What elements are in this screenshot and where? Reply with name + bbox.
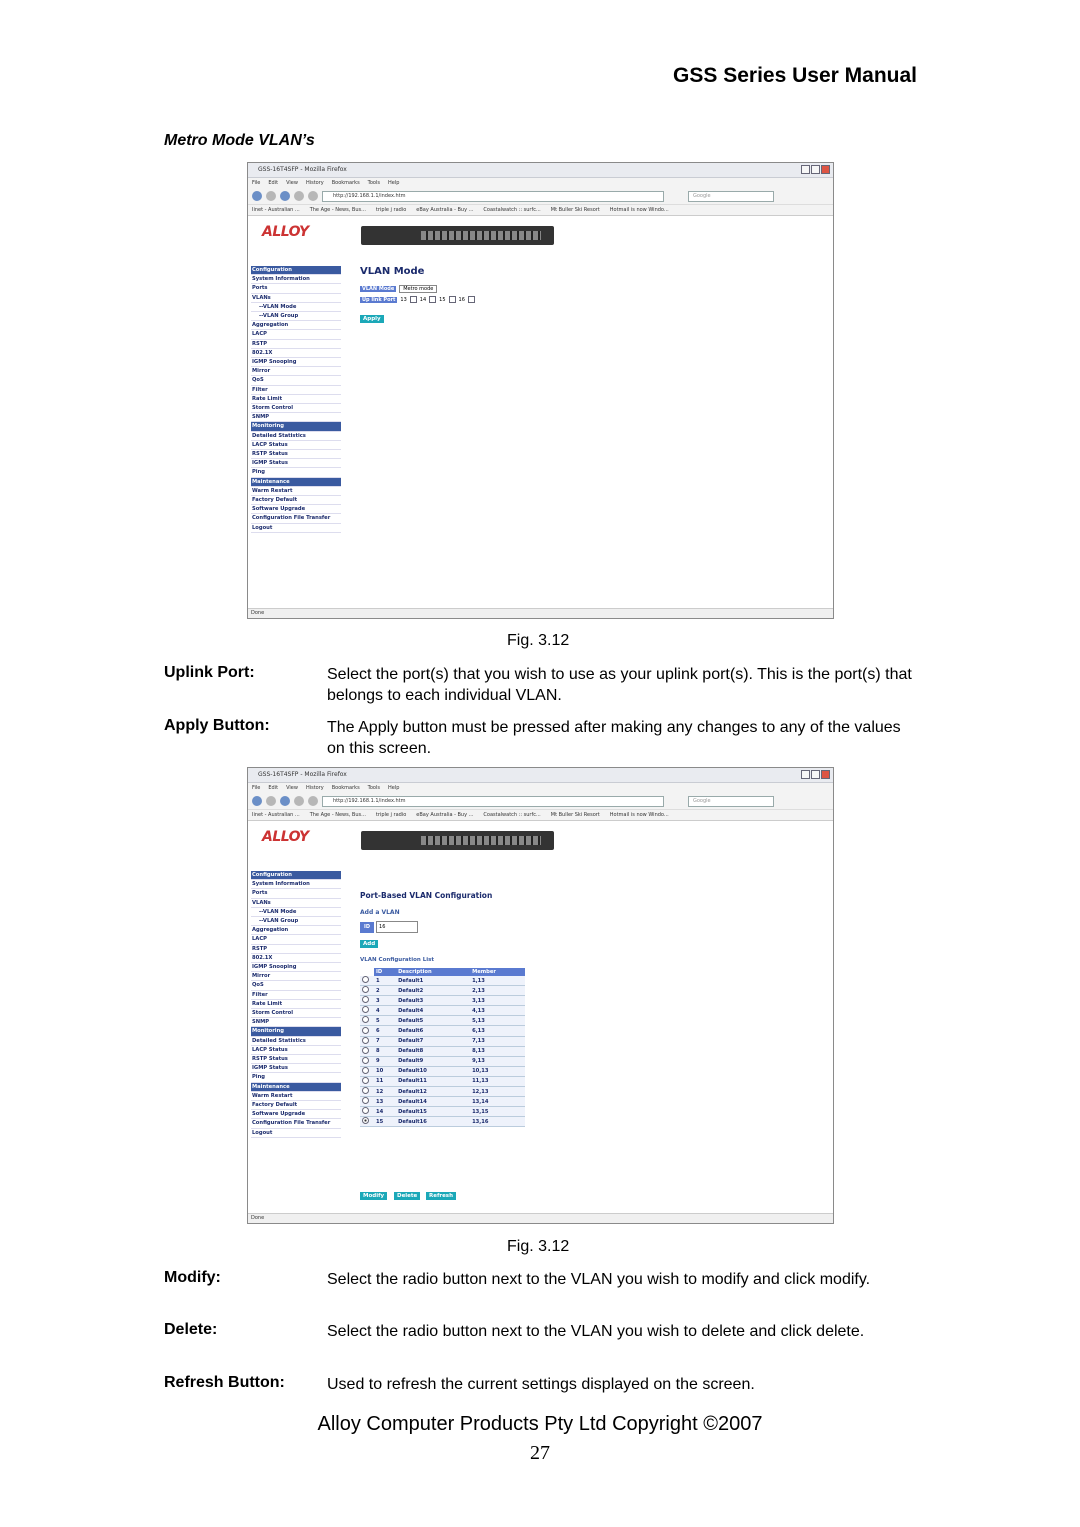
sidebar-item[interactable]: Ports — [251, 889, 341, 898]
menu-view[interactable]: View — [286, 180, 298, 186]
bookmark-item[interactable]: triple j radio — [375, 812, 407, 818]
sidebar-category: Maintenance — [251, 1083, 341, 1092]
row-radio[interactable] — [362, 1117, 369, 1124]
url-input[interactable]: http://192.168.1.1/index.htm — [322, 796, 664, 807]
table-row — [360, 1097, 525, 1107]
row-select-cell — [360, 1097, 374, 1107]
delete-button[interactable]: Delete — [394, 1192, 420, 1200]
row-radio[interactable] — [362, 976, 369, 983]
menu-tools[interactable]: Tools — [367, 180, 380, 186]
sidebar-item[interactable]: Configuration File Transfer — [251, 1119, 341, 1128]
row-radio[interactable] — [362, 1067, 369, 1074]
sidebar-item[interactable]: 802.1X — [251, 954, 341, 963]
cell-id: 5 — [374, 1016, 396, 1026]
modify-button[interactable]: Modify — [360, 1192, 387, 1200]
row-select-cell — [360, 1046, 374, 1056]
uplink-port-14: 14 — [419, 296, 427, 303]
sidebar-item[interactable]: Factory Default — [251, 1101, 341, 1110]
add-vlan-title: Add a VLAN — [360, 909, 400, 916]
row-radio[interactable] — [362, 1016, 369, 1023]
bookmark-item[interactable]: Iinet - Australian ... — [252, 812, 300, 818]
sidebar-item[interactable]: Detailed Statistics — [251, 432, 341, 441]
row-radio[interactable] — [362, 1087, 369, 1094]
menu-history[interactable]: History — [305, 785, 324, 791]
cell-id: 8 — [374, 1046, 396, 1056]
sidebar-item[interactable]: IGMP Status — [251, 459, 341, 468]
menu-bar — [248, 178, 833, 188]
sidebar-item[interactable]: Software Upgrade — [251, 505, 341, 514]
menu-bookmarks[interactable]: Bookmarks — [331, 180, 360, 186]
table-row — [360, 1117, 525, 1127]
row-radio[interactable] — [362, 1037, 369, 1044]
cell-desc: Default2 — [396, 986, 470, 996]
sidebar-item[interactable]: Aggregation — [251, 321, 341, 330]
apply-button[interactable]: Apply — [360, 315, 384, 323]
sidebar-item[interactable]: QoS — [251, 376, 341, 385]
bookmark-item[interactable]: eBay Australia - Buy ... — [416, 207, 474, 213]
sidebar-item[interactable]: Storm Control — [251, 404, 341, 413]
cell-desc: Default12 — [396, 1087, 470, 1097]
sidebar-item[interactable]: Detailed Statistics — [251, 1037, 341, 1046]
sidebar-item[interactable]: Ports — [251, 284, 341, 293]
page-title: Port-Based VLAN Configuration — [360, 891, 493, 900]
sidebar-item[interactable]: Ping — [251, 468, 341, 477]
bookmark-item[interactable]: eBay Australia - Buy ... — [416, 812, 474, 818]
sidebar-item[interactable]: Ping — [251, 1073, 341, 1082]
table-row — [360, 1087, 525, 1097]
cell-id: 10 — [374, 1066, 396, 1076]
add-button[interactable]: Add — [360, 940, 378, 948]
menu-file[interactable]: File — [252, 180, 261, 186]
cell-member: 5,13 — [470, 1016, 525, 1026]
cell-id: 9 — [374, 1056, 396, 1066]
row-radio[interactable] — [362, 1077, 369, 1084]
sidebar-category: Configuration — [251, 871, 341, 880]
table-row — [360, 1076, 525, 1086]
stop-icon[interactable] — [294, 796, 304, 806]
cell-desc: Default7 — [396, 1036, 470, 1046]
minimize-icon[interactable] — [801, 165, 810, 174]
sidebar-item[interactable]: Logout — [251, 1129, 341, 1138]
sidebar-item[interactable]: LACP — [251, 330, 341, 339]
refresh-button[interactable]: Refresh — [426, 1192, 456, 1200]
nav-toolbar — [248, 793, 833, 810]
bookmark-item[interactable]: Iinet - Australian ... — [252, 207, 300, 213]
def-desc: The Apply button must be pressed after making any changes to any of the values on this screen. — [327, 719, 901, 757]
sidebar-item[interactable]: --VLAN Mode — [251, 303, 341, 312]
sidebar-item[interactable]: Factory Default — [251, 496, 341, 505]
uplink-port-15: 15 — [439, 296, 446, 303]
close-icon[interactable] — [821, 770, 830, 779]
cell-member: 4,13 — [470, 1006, 525, 1016]
table-row — [360, 1046, 525, 1056]
cell-desc: Default14 — [396, 1097, 470, 1107]
screenshot-vlan-config — [247, 767, 834, 1224]
cell-id: 1 — [374, 976, 396, 986]
cell-desc: Default1 — [396, 976, 470, 986]
sidebar-item[interactable]: Storm Control — [251, 1009, 341, 1018]
bookmark-item[interactable]: Hotmail is now Windo... — [609, 812, 669, 818]
row-select-cell — [360, 1026, 374, 1036]
sidebar-item[interactable]: --VLAN Group — [251, 312, 341, 321]
row-radio[interactable] — [362, 1047, 369, 1054]
section-title: Metro Mode VLAN’s — [164, 132, 315, 149]
forward-icon[interactable] — [266, 191, 276, 201]
table-row — [360, 1036, 525, 1046]
sidebar-item[interactable]: --VLAN Group — [251, 917, 341, 926]
sidebar-item[interactable]: IGMP Status — [251, 1064, 341, 1073]
home-icon[interactable] — [308, 796, 318, 806]
uplink-port-13: 13 — [400, 296, 407, 303]
sidebar-item[interactable]: Warm Restart — [251, 1092, 341, 1101]
cell-desc: Default4 — [396, 1006, 470, 1016]
cell-member: 13,14 — [470, 1097, 525, 1107]
sidebar-item[interactable]: Software Upgrade — [251, 1110, 341, 1119]
table-row — [360, 1066, 525, 1076]
id-label: ID — [360, 922, 374, 933]
sidebar-item[interactable]: Rate Limit — [251, 1000, 341, 1009]
close-icon[interactable] — [821, 165, 830, 174]
sidebar-item[interactable]: LACP — [251, 935, 341, 944]
maximize-icon[interactable] — [811, 770, 820, 779]
row-radio[interactable] — [362, 1027, 369, 1034]
cell-desc: Default15 — [396, 1107, 470, 1117]
back-icon[interactable] — [252, 796, 262, 806]
cell-id: 4 — [374, 1006, 396, 1016]
row-select-cell — [360, 1006, 374, 1016]
cell-id: 13 — [374, 1097, 396, 1107]
window-title: GSS-16T4SFP - Mozilla Firefox — [258, 166, 347, 173]
bookmark-item[interactable]: The Age - News, Bus... — [309, 207, 366, 213]
def-desc: Select the radio button next to the VLAN you wish to modify and click modify. — [327, 1271, 871, 1288]
maximize-icon[interactable] — [811, 165, 820, 174]
cell-id: 12 — [374, 1087, 396, 1097]
nav-toolbar — [248, 188, 833, 205]
menu-history[interactable]: History — [305, 180, 324, 186]
table-row — [360, 996, 525, 1006]
sidebar-item[interactable]: RSTP Status — [251, 450, 341, 459]
cell-desc: Default6 — [396, 1026, 470, 1036]
sidebar-item[interactable]: Mirror — [251, 367, 341, 376]
uplink-port-label: Up link Port — [362, 296, 396, 303]
cell-id: 14 — [374, 1107, 396, 1117]
menu-bar — [248, 783, 833, 793]
row-select-cell — [360, 976, 374, 986]
sidebar-item[interactable]: SNMP — [251, 413, 341, 422]
back-icon[interactable] — [252, 191, 262, 201]
cell-member: 13,16 — [470, 1117, 525, 1127]
row-select-cell — [360, 1076, 374, 1086]
menu-bookmarks[interactable]: Bookmarks — [331, 785, 360, 791]
cell-id: 6 — [374, 1026, 396, 1036]
sidebar-item[interactable]: Mirror — [251, 972, 341, 981]
col-member: Member — [470, 968, 525, 976]
menu-help[interactable]: Help — [388, 785, 400, 791]
menu-tools[interactable]: Tools — [367, 785, 380, 791]
page-number: 27 — [530, 1442, 550, 1464]
sidebar-item[interactable]: VLANs — [251, 899, 341, 908]
row-radio[interactable] — [362, 986, 369, 993]
sidebar-item[interactable]: IGMP Snooping — [251, 358, 341, 367]
cell-id: 7 — [374, 1036, 396, 1046]
bookmarks-bar — [248, 205, 833, 216]
reload-icon[interactable] — [280, 796, 290, 806]
row-radio[interactable] — [362, 1057, 369, 1064]
sidebar-item[interactable]: Warm Restart — [251, 487, 341, 496]
sidebar-category: Monitoring — [251, 422, 341, 431]
cell-desc: Default16 — [396, 1117, 470, 1127]
table-row — [360, 986, 525, 996]
def-term: Modify: — [164, 1269, 221, 1286]
sidebar-menu — [251, 871, 341, 1138]
menu-edit[interactable]: Edit — [268, 785, 279, 791]
cell-member: 6,13 — [470, 1026, 525, 1036]
window-titlebar — [248, 768, 833, 783]
table-row — [360, 1016, 525, 1026]
menu-file[interactable]: File — [252, 785, 261, 791]
sidebar-item[interactable]: RSTP Status — [251, 1055, 341, 1064]
cell-id: 3 — [374, 996, 396, 1006]
row-select-cell — [360, 986, 374, 996]
footer-copyright: Alloy Computer Products Pty Ltd Copyright ©2007 — [317, 1413, 763, 1435]
row-radio[interactable] — [362, 996, 369, 1003]
sidebar-item[interactable]: VLANs — [251, 294, 341, 303]
cell-desc: Default11 — [396, 1076, 470, 1086]
checkbox[interactable] — [449, 296, 456, 303]
bookmark-item[interactable]: Mt Buller Ski Resort — [550, 812, 600, 818]
cell-desc: Default5 — [396, 1016, 470, 1026]
menu-edit[interactable]: Edit — [268, 180, 279, 186]
row-select-cell — [360, 1056, 374, 1066]
def-term: Delete: — [164, 1321, 218, 1338]
sidebar-category: Monitoring — [251, 1027, 341, 1036]
sidebar-item[interactable]: Rate Limit — [251, 395, 341, 404]
row-select-cell — [360, 996, 374, 1006]
switch-image — [361, 831, 554, 850]
url-input[interactable]: http://192.168.1.1/index.htm — [322, 191, 664, 202]
row-select-cell — [360, 1016, 374, 1026]
minimize-icon[interactable] — [801, 770, 810, 779]
row-select-cell — [360, 1117, 374, 1127]
cell-member: 11,13 — [470, 1076, 525, 1086]
sidebar-category: Maintenance — [251, 478, 341, 487]
def-term: Refresh Button: — [164, 1374, 285, 1391]
cell-desc: Default8 — [396, 1046, 470, 1056]
row-radio[interactable] — [362, 1006, 369, 1013]
bookmarks-bar — [248, 810, 833, 821]
def-term: Apply Button: — [164, 717, 270, 734]
sidebar-item[interactable]: Aggregation — [251, 926, 341, 935]
search-input[interactable]: Google — [688, 191, 774, 202]
sidebar-item[interactable]: IGMP Snooping — [251, 963, 341, 972]
sidebar-menu — [251, 266, 341, 533]
vlan-list-title: VLAN Configuration List — [360, 957, 435, 963]
vlan-mode-select[interactable]: Metro mode — [399, 285, 437, 293]
status-bar: Done — [248, 1213, 833, 1223]
sidebar-item[interactable]: LACP Status — [251, 441, 341, 450]
def-desc: Select the port(s) that you wish to use as your uplink port(s). This is the port(s) that belongs to each individual VLAN. — [327, 666, 912, 704]
checkbox[interactable] — [410, 296, 417, 303]
window-titlebar — [248, 163, 833, 178]
cell-desc: Default10 — [396, 1066, 470, 1076]
sidebar-item[interactable]: RSTP — [251, 340, 341, 349]
id-input[interactable]: 16 — [376, 921, 418, 933]
figure-caption: Fig. 3.12 — [507, 632, 570, 649]
cell-member: 13,15 — [470, 1107, 525, 1117]
cell-member: 1,13 — [470, 976, 525, 986]
sidebar-category: Configuration — [251, 266, 341, 275]
table-row — [360, 1107, 525, 1117]
reload-icon[interactable] — [280, 191, 290, 201]
row-radio[interactable] — [362, 1097, 369, 1104]
menu-help[interactable]: Help — [388, 180, 400, 186]
bookmark-item[interactable]: Coastalwatch :: surfc... — [483, 812, 541, 818]
home-icon[interactable] — [308, 191, 318, 201]
cell-member: 12,13 — [470, 1087, 525, 1097]
cell-member: 3,13 — [470, 996, 525, 1006]
row-select-cell — [360, 1036, 374, 1046]
cell-desc: Default3 — [396, 996, 470, 1006]
sidebar-item[interactable]: QoS — [251, 981, 341, 990]
def-desc: Select the radio button next to the VLAN you wish to delete and click delete. — [327, 1323, 865, 1340]
vlan-table — [360, 968, 525, 1127]
manual-header-title: GSS Series User Manual — [673, 64, 917, 87]
sidebar-item[interactable]: System Information — [251, 880, 341, 889]
cell-member: 9,13 — [470, 1056, 525, 1066]
alloy-logo: ALLOY — [262, 829, 309, 845]
sidebar-item[interactable]: RSTP — [251, 945, 341, 954]
def-desc: Used to refresh the current settings displayed on the screen. — [327, 1376, 755, 1393]
cell-id: 11 — [374, 1076, 396, 1086]
cell-member: 8,13 — [470, 1046, 525, 1056]
figure-caption: Fig. 3.12 — [507, 1238, 570, 1255]
bookmark-item[interactable]: Coastalwatch :: surfc... — [483, 207, 541, 213]
sidebar-item[interactable]: Filter — [251, 386, 341, 395]
alloy-logo: ALLOY — [262, 224, 309, 240]
cell-id: 15 — [374, 1117, 396, 1127]
row-select-cell — [360, 1087, 374, 1097]
sidebar-item[interactable]: --VLAN Mode — [251, 908, 341, 917]
sidebar-item[interactable]: System Information — [251, 275, 341, 284]
window-title: GSS-16T4SFP - Mozilla Firefox — [258, 771, 347, 778]
row-select-cell — [360, 1107, 374, 1117]
bookmark-item[interactable]: Hotmail is now Windo... — [609, 207, 669, 213]
cell-id: 2 — [374, 986, 396, 996]
bookmark-item[interactable]: triple j radio — [375, 207, 407, 213]
forward-icon[interactable] — [266, 796, 276, 806]
screenshot-vlan-mode — [247, 162, 834, 619]
stop-icon[interactable] — [294, 191, 304, 201]
row-select-cell — [360, 1066, 374, 1076]
vlan-mode-label: VLAN Mode — [362, 286, 395, 292]
page-title: VLAN Mode — [360, 266, 425, 277]
search-input[interactable]: Google — [688, 796, 774, 807]
uplink-port-16: 16 — [458, 296, 465, 303]
bookmark-item[interactable]: Mt Buller Ski Resort — [550, 207, 600, 213]
sidebar-item[interactable]: LACP Status — [251, 1046, 341, 1055]
checkbox[interactable] — [429, 296, 436, 303]
sidebar-item[interactable]: SNMP — [251, 1018, 341, 1027]
cell-member: 2,13 — [470, 986, 525, 996]
bookmark-item[interactable]: The Age - News, Bus... — [309, 812, 366, 818]
checkbox[interactable] — [468, 296, 475, 303]
switch-image — [361, 226, 554, 245]
col-description: Description — [396, 968, 470, 976]
table-row — [360, 1056, 525, 1066]
table-row — [360, 976, 525, 986]
row-radio[interactable] — [362, 1107, 369, 1114]
table-row — [360, 1006, 525, 1016]
cell-desc: Default9 — [396, 1056, 470, 1066]
col-id: ID — [374, 968, 396, 976]
menu-view[interactable]: View — [286, 785, 298, 791]
cell-member: 10,13 — [470, 1066, 525, 1076]
def-term: Uplink Port: — [164, 664, 255, 681]
sidebar-item[interactable]: Logout — [251, 524, 341, 533]
sidebar-item[interactable]: Filter — [251, 991, 341, 1000]
status-bar: Done — [248, 608, 833, 618]
sidebar-item[interactable]: 802.1X — [251, 349, 341, 358]
sidebar-item[interactable]: Configuration File Transfer — [251, 514, 341, 523]
cell-member: 7,13 — [470, 1036, 525, 1046]
table-row — [360, 1026, 525, 1036]
